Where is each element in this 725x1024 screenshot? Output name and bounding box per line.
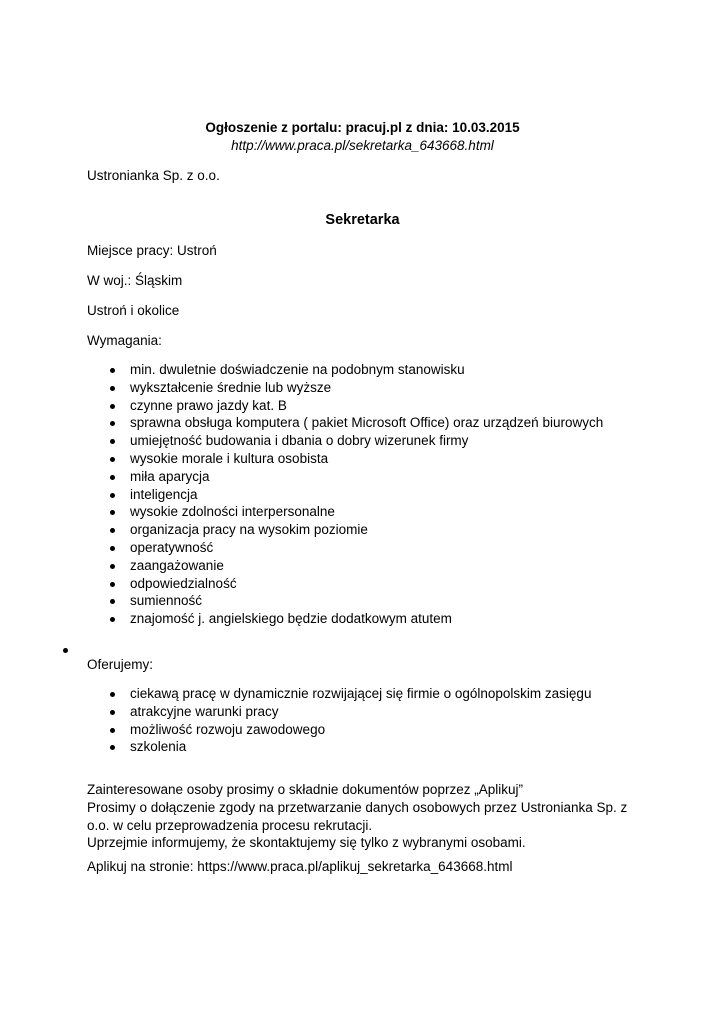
closing-line: Prosimy o dołączenie zgody na przetwarzanie danych osobowych przez Ustronianka Sp. z o.o. w celu przeprowadzenia procesu rekrutacji.: [87, 799, 628, 833]
list-item: szkolenia: [130, 738, 591, 756]
company-name: Ustronianka Sp. z o.o.: [87, 168, 220, 183]
list-item: znajomość j. angielskiego będzie dodatkowym atutem: [130, 610, 603, 628]
list-item: sumienność: [130, 592, 603, 610]
closing-paragraph: [87, 781, 647, 852]
document-header: [0, 119, 725, 155]
list-item: zaangażowanie: [130, 557, 603, 575]
job-region: W woj.: Śląskim: [87, 273, 183, 288]
list-item: miła aparycja: [130, 468, 603, 486]
list-item: inteligencja: [130, 486, 603, 504]
header-url: http://www.praca.pl/sekretarka_643668.html: [231, 137, 494, 153]
job-location: Miejsce pracy: Ustroń: [87, 243, 217, 258]
apply-link-text: Aplikuj na stronie: https://www.praca.pl/aplikuj_sekretarka_643668.html: [87, 859, 513, 874]
list-item: organizacja pracy na wysokim poziomie: [130, 521, 603, 539]
list-item: sprawna obsługa komputera ( pakiet Microsoft Office) oraz urządzeń biurowych: [130, 415, 604, 431]
list-item: umiejętność budowania i dbania o dobry wizerunek firmy: [130, 432, 603, 450]
closing-line: Zainteresowane osoby prosimy o składnie dokumentów poprzez „Aplikuj”: [87, 782, 523, 797]
requirements-heading: Wymagania:: [87, 333, 162, 348]
header-title: Ogłoszenie z portalu: pracuj.pl z dnia: 10.03.2015: [205, 120, 520, 135]
requirements-list: [130, 361, 603, 628]
empty-bullet: [63, 648, 68, 653]
list-item: wysokie morale i kultura osobista: [130, 450, 603, 468]
offer-list: [130, 685, 591, 756]
list-item: czynne prawo jazdy kat. B: [130, 397, 603, 415]
list-item: operatywność: [130, 539, 603, 557]
offer-heading: Oferujemy:: [87, 657, 154, 672]
closing-line: Uprzejmie informujemy, że skontaktujemy się tylko z wybranymi osobami.: [87, 835, 526, 851]
list-item: ciekawą pracę w dynamicznie rozwijającej się firmie o ogólnopolskim zasięgu: [130, 686, 592, 701]
job-area: Ustroń i okolice: [87, 303, 180, 318]
list-item: możliwość rozwoju zawodowego: [130, 721, 591, 739]
list-item: atrakcyjne warunki pracy: [130, 703, 591, 721]
list-item: min. dwuletnie doświadczenie na podobnym stanowisku: [130, 361, 603, 379]
list-item: wysokie zdolności interpersonalne: [130, 503, 603, 521]
job-title: Sekretarka: [325, 212, 400, 228]
list-item: odpowiedzialność: [130, 575, 603, 593]
list-item: wykształcenie średnie lub wyższe: [130, 379, 603, 397]
